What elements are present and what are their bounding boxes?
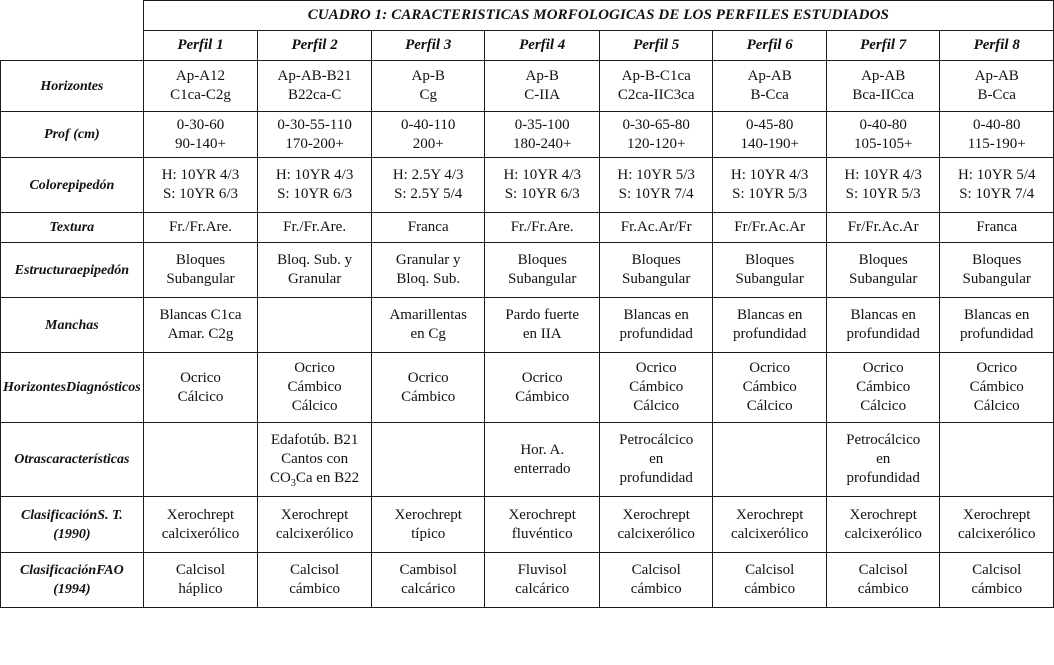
cell-line: calcárico bbox=[401, 581, 456, 597]
cell-line: Xerochrept bbox=[280, 506, 349, 523]
cell-line: Hor. A. bbox=[520, 441, 565, 458]
cell-line: Fluvisol bbox=[517, 562, 567, 578]
cell-line: profundidad bbox=[619, 326, 693, 342]
cell-line: 0-45-80 bbox=[745, 116, 794, 133]
cell-line: 115-190+ bbox=[967, 135, 1026, 152]
table-cell bbox=[713, 423, 827, 497]
cell-line: Bloques bbox=[631, 252, 681, 268]
cell-line: epipedón bbox=[62, 177, 115, 193]
cell-line: Calcisol bbox=[631, 562, 681, 578]
table-cell bbox=[713, 158, 827, 213]
cell-line: cámbico bbox=[744, 581, 796, 597]
cell-line: Xerochrept bbox=[166, 506, 235, 523]
cell-line: Color bbox=[29, 177, 63, 193]
table-title: CUADRO 1: CARACTERISTICAS MORFOLOGICAS DE LOS PERFILES ESTUDIADOS bbox=[143, 1, 1053, 31]
table-cell bbox=[599, 213, 713, 243]
row-header bbox=[1, 61, 144, 112]
table-row bbox=[1, 423, 1054, 497]
cell-line: Fr./Fr.Are. bbox=[169, 219, 232, 235]
row-header bbox=[1, 497, 144, 553]
cell-line: Xerochrept bbox=[849, 506, 917, 523]
table-cell bbox=[143, 158, 258, 213]
cell-line: Xerochrept bbox=[508, 506, 576, 523]
cell-line: 0-30-60 bbox=[176, 116, 225, 133]
cell-line: Cálcico bbox=[746, 398, 793, 414]
row-header bbox=[1, 158, 144, 213]
table-cell bbox=[826, 158, 940, 213]
table-cell bbox=[713, 243, 827, 298]
table-row bbox=[1, 158, 1054, 213]
cell-line: Xerochrept bbox=[962, 506, 1031, 523]
cell-line: Calcisol bbox=[858, 562, 908, 578]
cell-line: Cálcico bbox=[291, 398, 338, 414]
table-cell bbox=[826, 61, 940, 112]
table-cell bbox=[485, 243, 599, 298]
cell-line: Manchas bbox=[45, 317, 99, 333]
table-row bbox=[1, 298, 1054, 353]
cell-line: Subangular bbox=[962, 271, 1031, 287]
cell-line: Franca bbox=[407, 219, 449, 235]
table-cell bbox=[258, 158, 372, 213]
cell-line: Ap-AB bbox=[974, 68, 1019, 84]
cell-line: Fr/Fr.Ac.Ar bbox=[734, 219, 806, 235]
cell-line: Cámbico bbox=[515, 388, 570, 405]
cell-line: 90-140+ bbox=[175, 135, 226, 152]
cell-line: Xerochrept bbox=[735, 506, 804, 523]
cell-line: Cámbico bbox=[401, 388, 456, 405]
cell-line: Ap-B bbox=[411, 68, 445, 84]
cell-line: Ap-A12 bbox=[175, 68, 226, 84]
cell-line: Petrocálcico bbox=[619, 432, 694, 448]
table-cell bbox=[258, 423, 372, 497]
cell-line: Xerochrept bbox=[394, 506, 462, 523]
cell-line: profundidad bbox=[846, 470, 920, 486]
table-cell bbox=[599, 112, 713, 158]
cell-line: H: 10YR 4/3 bbox=[503, 167, 581, 183]
table-cell bbox=[485, 553, 599, 608]
cell-line: calcixerólico bbox=[730, 525, 809, 542]
cell-line: calcixerólico bbox=[844, 525, 922, 542]
cell-line: en bbox=[649, 451, 664, 467]
table-cell bbox=[485, 158, 599, 213]
table-row bbox=[1, 553, 1054, 608]
cell-line: $CO_3Ca$ en B22 bbox=[270, 470, 360, 489]
cell-line: epipedón bbox=[76, 262, 130, 278]
cell-line: 0-30-65-80 bbox=[622, 116, 690, 133]
cell-line: Ocrico bbox=[407, 369, 449, 386]
cell-line: Franca bbox=[976, 219, 1018, 235]
cell-line: Cálcico bbox=[973, 398, 1020, 414]
table-cell bbox=[826, 423, 940, 497]
table-cell bbox=[485, 298, 599, 353]
table-cell bbox=[713, 497, 827, 553]
table-cell bbox=[599, 61, 713, 112]
cell-line: Clasificación bbox=[20, 507, 98, 523]
cell-line: profundidad bbox=[846, 326, 920, 342]
table-cell bbox=[371, 213, 485, 243]
table-cell bbox=[940, 158, 1054, 213]
cell-line: Diagnósticos bbox=[66, 380, 141, 395]
cell-line: 0-40-80 bbox=[859, 116, 907, 133]
cell-line: Cálcico bbox=[633, 398, 680, 414]
cell-line: Subangular bbox=[849, 271, 918, 287]
table-cell bbox=[371, 423, 485, 497]
table-cell bbox=[826, 243, 940, 298]
table-cell bbox=[713, 553, 827, 608]
cell-line: Cantos con bbox=[281, 451, 349, 467]
cell-line: Fr/Fr.Ac.Ar bbox=[847, 219, 919, 235]
table-cell bbox=[371, 497, 485, 553]
table-row bbox=[1, 353, 1054, 423]
cell-line: Textura bbox=[49, 220, 95, 235]
table-cell bbox=[485, 213, 599, 243]
cell-line: 0-40-110 bbox=[400, 116, 456, 133]
cell-line: calcixerólico bbox=[617, 525, 695, 542]
table-cell bbox=[143, 497, 258, 553]
table-cell bbox=[940, 243, 1054, 298]
table-cell bbox=[713, 112, 827, 158]
cell-line: Blancas C1ca bbox=[159, 307, 242, 323]
table-cell bbox=[599, 158, 713, 213]
table-cell bbox=[371, 298, 485, 353]
cell-line: Ocrico bbox=[749, 360, 791, 376]
cell-line: Blancas en bbox=[623, 307, 689, 323]
table-cell bbox=[143, 353, 258, 423]
cell-line: Cálcico bbox=[860, 398, 907, 414]
cell-line: Fr./Fr.Are. bbox=[283, 219, 347, 235]
profile-header: Perfil 5 bbox=[599, 31, 713, 61]
cell-line: H: 2.5Y 4/3 bbox=[392, 167, 464, 183]
cell-line: S: 10YR 7/4 bbox=[618, 186, 694, 202]
table-cell bbox=[940, 298, 1054, 353]
cell-line: Granular y bbox=[395, 252, 461, 268]
table-cell bbox=[258, 213, 372, 243]
row-header bbox=[1, 213, 144, 243]
row-header bbox=[1, 423, 144, 497]
cell-line: típico bbox=[411, 525, 446, 542]
cell-line: 140-190+ bbox=[740, 135, 799, 152]
table-row bbox=[1, 243, 1054, 298]
cell-line: H: 10YR 5/4 bbox=[957, 167, 1036, 183]
cell-line: S: 2.5Y 5/4 bbox=[394, 186, 463, 202]
table-cell bbox=[599, 497, 713, 553]
table-cell bbox=[485, 497, 599, 553]
table-cell bbox=[599, 423, 713, 497]
cell-line: Horizontes bbox=[3, 380, 67, 395]
cell-line: B-Cca bbox=[750, 87, 789, 103]
cell-line: Blancas en bbox=[850, 307, 916, 323]
cell-line: cámbico bbox=[857, 581, 909, 597]
title-row bbox=[1, 1, 1054, 31]
cell-line: Bca-IICca bbox=[852, 87, 914, 103]
cell-line: Cámbico bbox=[742, 379, 797, 395]
cell-line: 0-40-80 bbox=[972, 116, 1021, 133]
cell-line: Estructura bbox=[14, 262, 77, 278]
table-cell bbox=[258, 112, 372, 158]
cell-line: en IIA bbox=[522, 326, 562, 342]
table-cell bbox=[826, 497, 940, 553]
table-cell bbox=[143, 423, 258, 497]
table-cell bbox=[258, 243, 372, 298]
table-cell bbox=[143, 112, 258, 158]
cell-line: cámbico bbox=[630, 581, 682, 597]
cell-line: S. T. (1990) bbox=[53, 507, 123, 542]
cell-line: Cg bbox=[419, 87, 437, 103]
row-header bbox=[1, 298, 144, 353]
table-cell bbox=[713, 213, 827, 243]
cell-line: Ocrico bbox=[521, 369, 563, 386]
cell-line: Xerochrept bbox=[622, 506, 690, 523]
cell-line: enterrado bbox=[513, 460, 571, 477]
cell-line: Otras bbox=[14, 452, 47, 467]
cell-line: Fr.Ac.Ar/Fr bbox=[620, 219, 692, 235]
cell-line: Ap-AB-B21 bbox=[277, 68, 352, 84]
table-cell bbox=[940, 553, 1054, 608]
cell-line: Calcisol bbox=[175, 562, 226, 578]
cell-line: Cambisol bbox=[399, 562, 457, 578]
cell-line: Subangular bbox=[735, 271, 804, 287]
table-cell bbox=[940, 213, 1054, 243]
profile-header: Perfil 8 bbox=[940, 31, 1054, 61]
cell-line: C2ca-IIC3ca bbox=[617, 87, 695, 103]
cell-line: Horizontes bbox=[40, 78, 104, 94]
cell-line: S: 10YR 6/3 bbox=[162, 186, 238, 202]
cell-line: H: 10YR 4/3 bbox=[275, 167, 354, 183]
cell-line: Fr./Fr.Are. bbox=[510, 219, 574, 235]
cell-line: Cámbico bbox=[969, 379, 1024, 395]
row-header bbox=[1, 553, 144, 608]
cell-line: profundidad bbox=[619, 470, 693, 486]
cell-line: 0-30-55-110 bbox=[277, 116, 352, 133]
cell-line: Cámbico bbox=[629, 379, 684, 395]
table-cell bbox=[258, 353, 372, 423]
cell-line: Petrocálcico bbox=[846, 432, 921, 448]
table-cell bbox=[713, 61, 827, 112]
table-row bbox=[1, 497, 1054, 553]
cell-line: 180-240+ bbox=[512, 135, 572, 152]
table-cell bbox=[713, 298, 827, 353]
table-cell bbox=[485, 423, 599, 497]
cell-line: Bloques bbox=[517, 252, 567, 268]
cell-line: Subangular bbox=[166, 271, 235, 287]
cell-line: Cálcico bbox=[177, 388, 224, 405]
table-cell bbox=[940, 423, 1054, 497]
table-cell bbox=[143, 298, 258, 353]
cell-line: Bloques bbox=[175, 252, 226, 268]
cell-line: fluvéntico bbox=[511, 525, 573, 542]
table-cell bbox=[258, 553, 372, 608]
cell-line: 120-120+ bbox=[626, 135, 686, 152]
table-cell bbox=[258, 298, 372, 353]
table-cell bbox=[258, 497, 372, 553]
profile-header: Perfil 6 bbox=[713, 31, 827, 61]
cell-line: Ap-B bbox=[525, 68, 559, 84]
cell-line: cámbico bbox=[971, 581, 1023, 597]
table-cell bbox=[371, 243, 485, 298]
cell-line: S: 10YR 6/3 bbox=[504, 186, 580, 202]
cell-line: Ocrico bbox=[635, 360, 677, 376]
table-cell bbox=[826, 112, 940, 158]
table-cell bbox=[940, 497, 1054, 553]
cell-line: FAO (1994) bbox=[53, 563, 124, 597]
cell-line: Subangular bbox=[508, 271, 577, 287]
table-cell bbox=[599, 353, 713, 423]
profile-header: Perfil 1 bbox=[143, 31, 258, 61]
cell-line: Clasificación bbox=[19, 563, 97, 578]
cell-line: C-IIA bbox=[524, 87, 561, 103]
row-header bbox=[1, 243, 144, 298]
table-cell bbox=[371, 61, 485, 112]
profile-header: Perfil 3 bbox=[371, 31, 485, 61]
cell-line: Subangular bbox=[622, 271, 691, 287]
table-cell bbox=[258, 61, 372, 112]
table-cell bbox=[371, 553, 485, 608]
table-cell bbox=[143, 243, 258, 298]
cell-line: Bloques bbox=[972, 252, 1022, 268]
cell-line: S: 10YR 6/3 bbox=[277, 186, 353, 202]
cell-line: H: 10YR 4/3 bbox=[844, 167, 922, 183]
cell-line: Pardo fuerte bbox=[505, 307, 580, 323]
cell-line: Ocrico bbox=[862, 360, 904, 376]
cell-line: S: 10YR 5/3 bbox=[845, 186, 921, 202]
cell-line: B22ca-C bbox=[287, 87, 342, 103]
table-cell bbox=[826, 298, 940, 353]
table-cell bbox=[713, 353, 827, 423]
cell-line: Ap-AB bbox=[861, 68, 906, 84]
cell-line: Ocrico bbox=[180, 369, 221, 386]
table-cell bbox=[485, 61, 599, 112]
cell-line: S: 10YR 7/4 bbox=[959, 186, 1035, 202]
cell-line: calcixerólico bbox=[957, 525, 1036, 542]
cell-line: Calcisol bbox=[290, 562, 340, 578]
cell-line: profundidad bbox=[960, 326, 1034, 342]
cell-line: Prof (cm) bbox=[44, 127, 100, 142]
cell-line: H: 10YR 4/3 bbox=[730, 167, 809, 183]
cell-line: Amarillentas bbox=[389, 307, 467, 323]
table-cell bbox=[485, 112, 599, 158]
cell-line: calcárico bbox=[515, 581, 570, 597]
cell-line: 170-200+ bbox=[285, 135, 344, 152]
cell-line: profundidad bbox=[733, 326, 807, 342]
table-cell bbox=[371, 158, 485, 213]
profile-header: Perfil 4 bbox=[485, 31, 599, 61]
row-header bbox=[1, 112, 144, 158]
cell-line: cámbico bbox=[289, 581, 341, 597]
cell-line: calcixerólico bbox=[161, 525, 240, 542]
cell-line: calcixerólico bbox=[275, 525, 354, 542]
cell-line: Ap-B-C1ca bbox=[621, 68, 691, 84]
table-cell bbox=[143, 61, 258, 112]
table-cell bbox=[371, 353, 485, 423]
cell-line: Blancas en bbox=[736, 307, 803, 323]
table-cell bbox=[371, 112, 485, 158]
cell-line: S: 10YR 5/3 bbox=[732, 186, 808, 202]
cell-line: Granular bbox=[287, 271, 342, 287]
table-cell bbox=[826, 353, 940, 423]
table-cell bbox=[940, 61, 1054, 112]
cell-line: Ap-AB bbox=[747, 68, 792, 84]
cell-line: Blancas en bbox=[964, 307, 1030, 323]
cell-line: en Cg bbox=[410, 326, 446, 342]
cell-line: características bbox=[46, 452, 130, 467]
cell-line: Cámbico bbox=[287, 379, 342, 395]
cell-line: 105-105+ bbox=[853, 135, 913, 152]
table-cell bbox=[599, 243, 713, 298]
cell-line: háplico bbox=[178, 581, 223, 597]
profile-header: Perfil 7 bbox=[826, 31, 940, 61]
cell-line: H: 10YR 5/3 bbox=[617, 167, 695, 183]
cell-line: Bloques bbox=[745, 252, 795, 268]
cell-line: H: 10YR 4/3 bbox=[161, 167, 240, 183]
row-header bbox=[1, 353, 144, 423]
cell-line: Ocrico bbox=[976, 360, 1018, 376]
cell-line: Amar. C2g bbox=[167, 326, 234, 342]
cell-line: Bloq. Sub. y bbox=[277, 252, 353, 268]
table-cell bbox=[826, 553, 940, 608]
cell-line: Edafotúb. B21 bbox=[270, 432, 359, 448]
cell-line: 0-35-100 bbox=[514, 116, 570, 133]
table-row bbox=[1, 213, 1054, 243]
table-cell bbox=[599, 553, 713, 608]
cell-line: Bloques bbox=[858, 252, 908, 268]
cell-line: en bbox=[876, 451, 891, 467]
cell-line: Cámbico bbox=[856, 379, 911, 395]
cell-line: C1ca-C2g bbox=[170, 87, 231, 103]
table-cell bbox=[485, 353, 599, 423]
cell-line: Bloq. Sub. bbox=[396, 271, 461, 287]
table-row bbox=[1, 112, 1054, 158]
profile-header: Perfil 2 bbox=[258, 31, 372, 61]
table-row bbox=[1, 61, 1054, 112]
cell-line: B-Cca bbox=[977, 87, 1016, 103]
profile-header-row bbox=[1, 31, 1054, 61]
cell-line: Calcisol bbox=[745, 562, 795, 578]
cell-line: Calcisol bbox=[972, 562, 1022, 578]
table-cell bbox=[599, 298, 713, 353]
table-cell bbox=[940, 112, 1054, 158]
table-cell bbox=[143, 553, 258, 608]
table-cell bbox=[940, 353, 1054, 423]
table-cell bbox=[826, 213, 940, 243]
cell-line: Ocrico bbox=[294, 360, 336, 376]
cell-line: 200+ bbox=[412, 135, 444, 152]
table-cell bbox=[143, 213, 258, 243]
